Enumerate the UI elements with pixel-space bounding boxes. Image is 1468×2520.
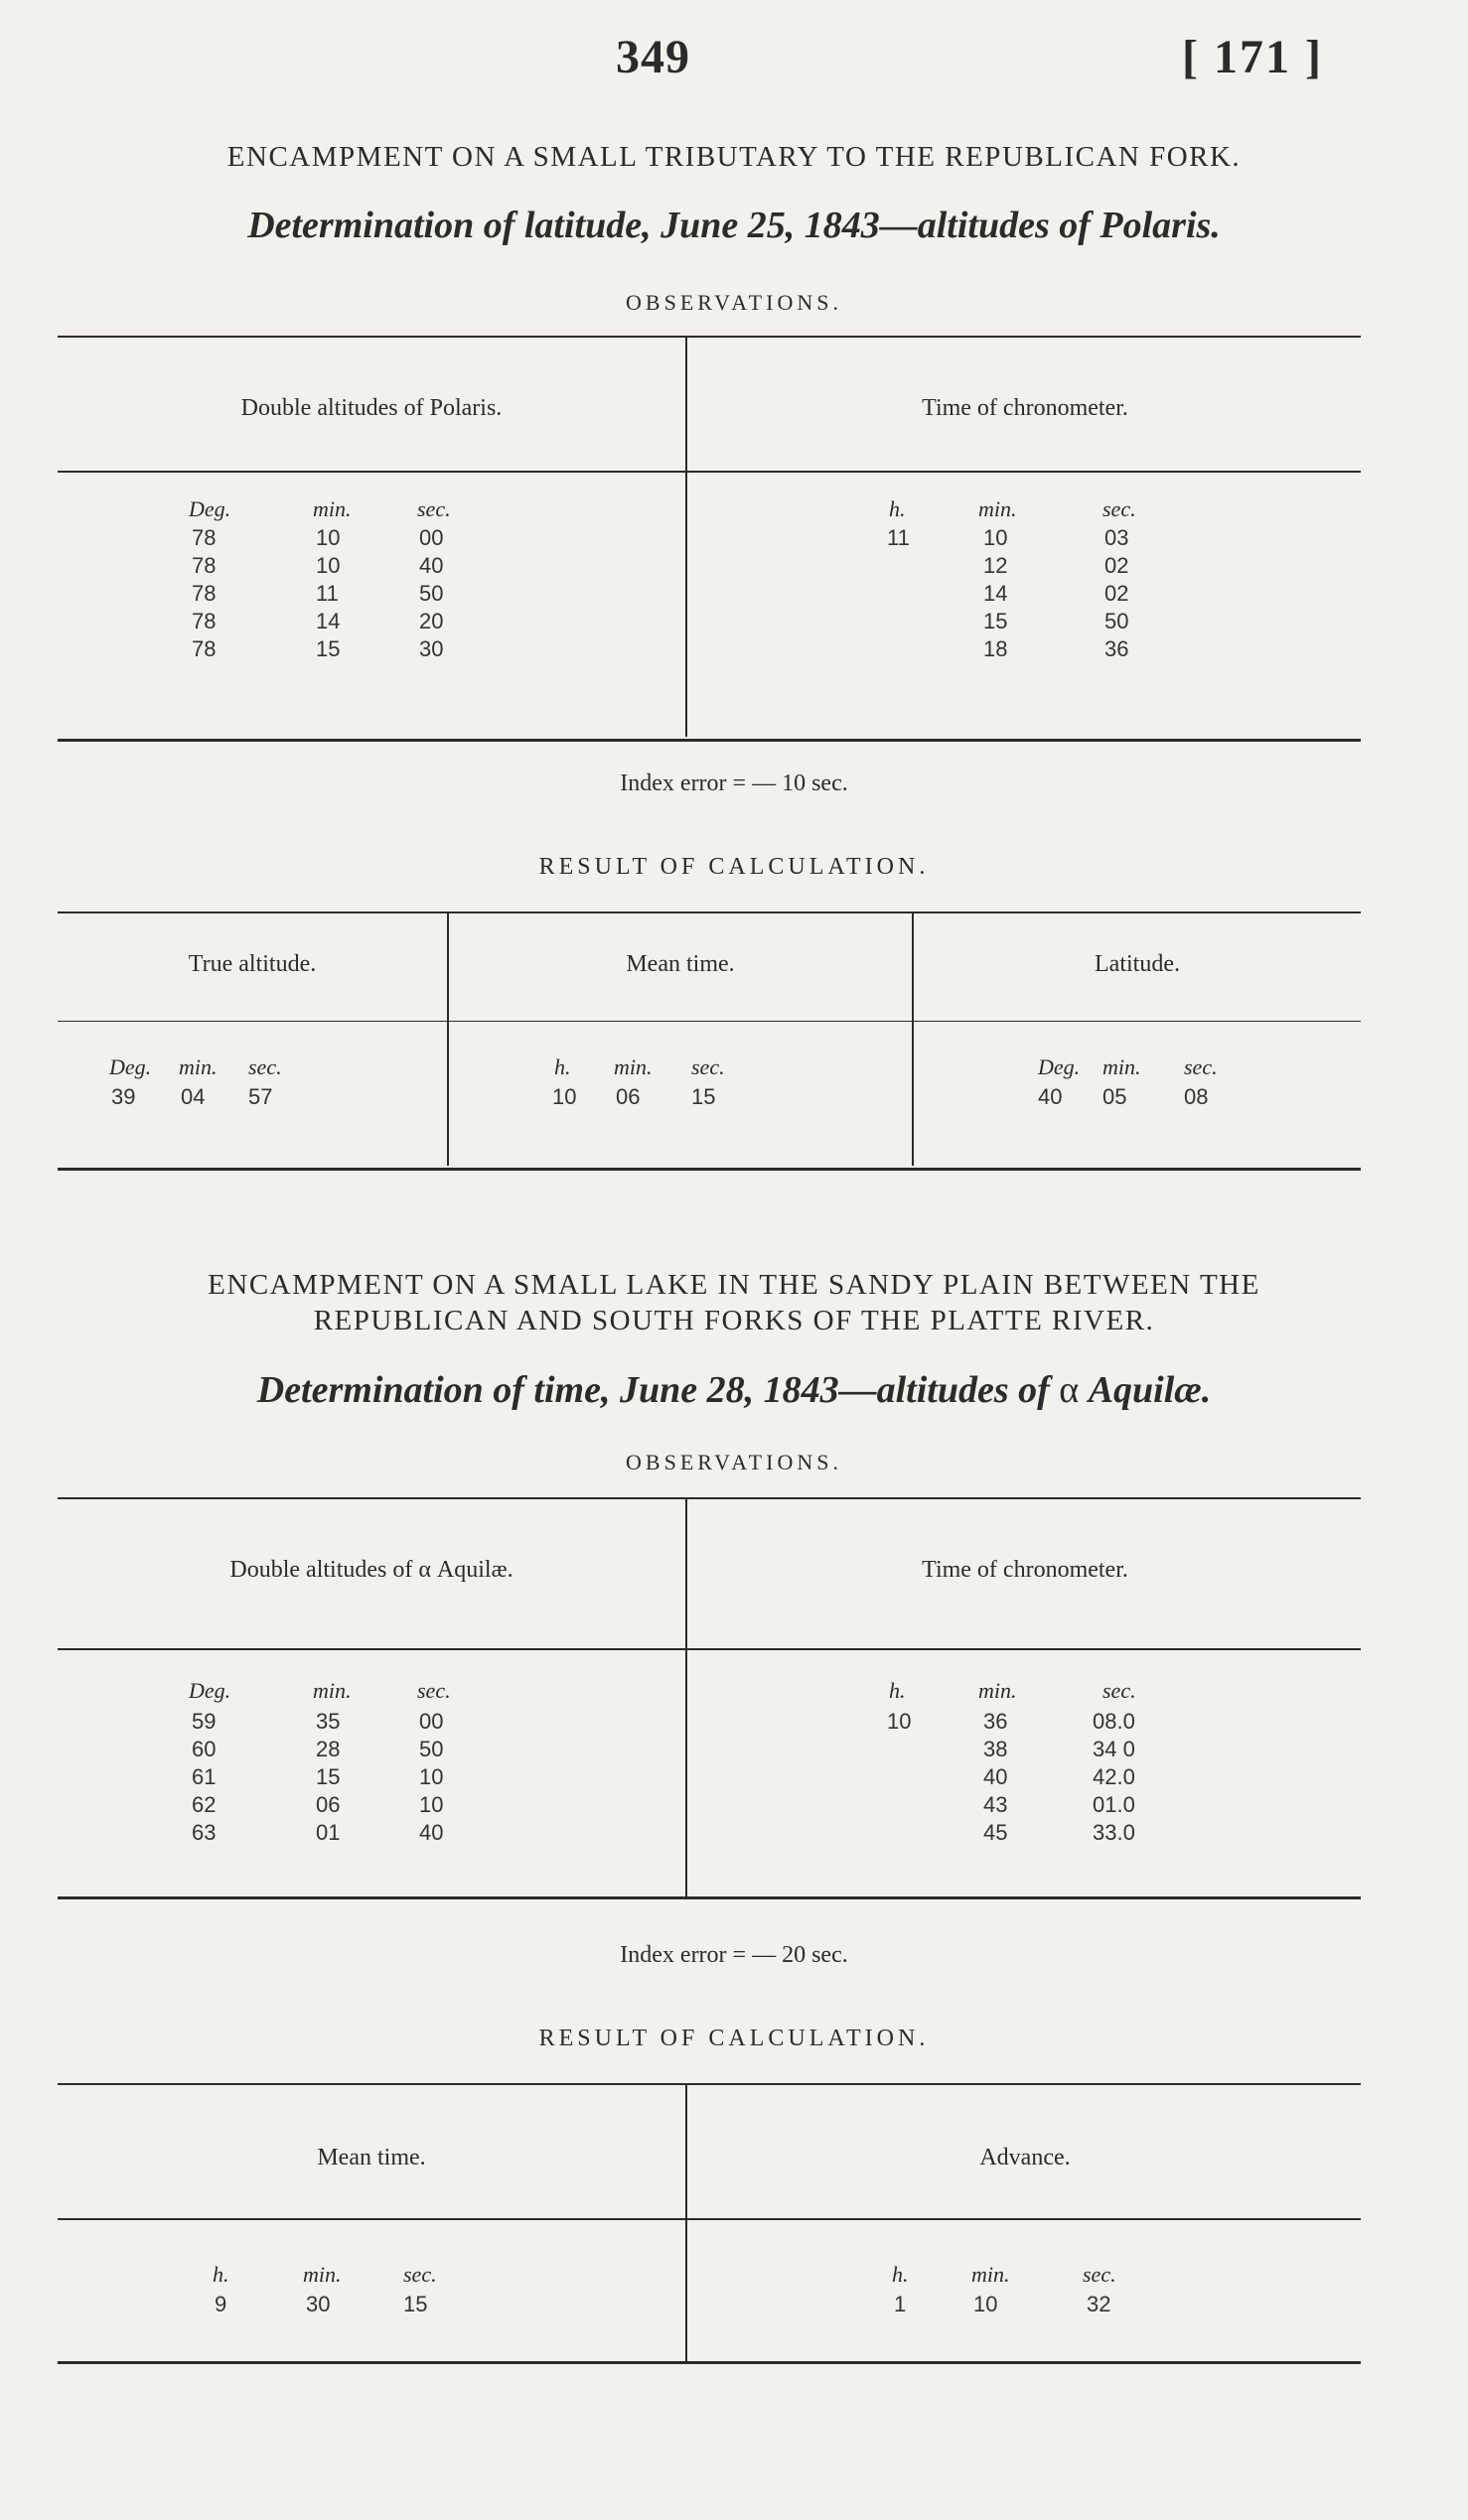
obs1-unit-min: min. [313,496,352,521]
obs1-unit-tmin: min. [978,496,1017,521]
cell [887,1736,911,1763]
cell: 78 [192,553,217,578]
cell: 36 [1104,636,1129,661]
cell: 40 [983,1764,1008,1789]
obs2-col-h [887,1708,911,1847]
cell: 50 [419,581,444,606]
cell: 63 [192,1820,217,1845]
res1-value: 08 [1184,1084,1209,1109]
obs2-left-header: Double altitudes of α Aquilæ. [229,1557,514,1583]
cell: 78 [192,636,217,661]
res1-header-mean-time: Mean time. [626,951,735,977]
cell: 01.0 [1093,1792,1135,1817]
cell: 10 [316,525,341,550]
page-number: 349 [616,31,690,83]
obs2-unit-h: h. [889,1678,906,1703]
obs1-unit-tsec: sec. [1102,496,1136,521]
cell: 42.0 [1093,1764,1135,1789]
cell: 36 [983,1709,1008,1734]
res1-value: 57 [248,1084,273,1109]
cell: 14 [316,609,341,633]
cell: 00 [419,1709,444,1734]
cell: 33.0 [1093,1820,1135,1845]
res1-unit: Deg. [109,1054,152,1079]
res2-unit: min. [303,2262,342,2287]
obs1-col-tsec [1104,524,1128,663]
cell: 40 [419,553,444,578]
obs1-col-min [316,524,340,663]
obs1-right-header: Time of chronometer. [922,395,1128,421]
res1-value: 15 [691,1084,716,1109]
cell: 43 [983,1792,1008,1817]
res1-value: 06 [616,1084,641,1109]
cell: 20 [419,609,444,633]
cell: 15 [316,636,341,661]
section2-subtitle-alpha: α [1059,1369,1080,1411]
cell: 45 [983,1820,1008,1845]
section2-subtitle [0,1368,1468,1412]
cell: 03 [1104,525,1129,550]
res2-header-mean-time: Mean time. [317,2145,426,2170]
cell [887,580,910,608]
obs1-left-header: Double altitudes of Polaris. [240,395,503,421]
cell: 15 [316,1764,341,1789]
section2-subtitle-prefix: Determination of time, June 28, 1843—altitudes of [256,1369,1050,1411]
obs2-right-header: Time of chronometer. [922,1557,1128,1583]
obs2-col-tmin [983,1708,1007,1847]
cell: 10 [419,1764,444,1789]
cell: 08.0 [1093,1709,1135,1734]
res2-value: 9 [215,2292,227,2316]
obs1-unit-sec: sec. [417,496,451,521]
cell: 12 [983,553,1008,578]
obs2-col-tsec [1093,1708,1135,1847]
cell: 78 [192,525,217,550]
cell: 06 [316,1792,341,1817]
res2-unit: h. [213,2262,229,2287]
cell: 10 [316,553,341,578]
res1-unit: min. [614,1054,653,1079]
cell [887,1791,911,1819]
cell: 38 [983,1737,1008,1761]
obs2-unit-tsec: sec. [1102,1678,1136,1703]
res2-unit: sec. [403,2262,437,2287]
bracket-page-number: [ 171 ] [1182,31,1323,83]
res1-value: 04 [181,1084,206,1109]
cell: 10 [419,1792,444,1817]
cell: 34 0 [1093,1737,1135,1761]
res1-unit: sec. [691,1054,725,1079]
res1-value: 05 [1102,1084,1127,1109]
obs2-col-deg [192,1708,216,1847]
obs1-unit-deg: Deg. [189,496,231,521]
cell [887,1819,911,1847]
res1-unit: sec. [248,1054,282,1079]
obs2-unit-min: min. [313,1678,352,1703]
cell: 14 [983,581,1008,606]
cell: 02 [1104,553,1129,578]
res1-unit: min. [179,1054,218,1079]
section2-index-error: Index error = — 20 sec. [620,1942,848,1968]
section1-title: ENCAMPMENT ON A SMALL TRIBUTARY TO THE REPUBLICAN FORK. [226,141,1242,173]
cell: 11 [316,581,339,606]
cell: 10 [887,1709,912,1734]
section2-title-line2: REPUBLICAN AND SOUTH FORKS OF THE PLATTE RIVER. [313,1305,1155,1336]
section2-observations-label: OBSERVATIONS. [626,1450,842,1474]
section2-result-label: RESULT OF CALCULATION. [538,2026,930,2051]
res1-value: 10 [552,1084,577,1109]
cell: 30 [419,636,444,661]
res2-unit: min. [971,2262,1010,2287]
obs1-unit-h: h. [889,496,906,521]
cell: 50 [419,1737,444,1761]
res2-unit: h. [892,2262,909,2287]
res2-unit: sec. [1083,2262,1116,2287]
obs1-col-deg [192,524,216,663]
section1-index-error: Index error = — 10 sec. [620,770,848,796]
res2-value: 1 [894,2292,907,2316]
cell: 78 [192,581,217,606]
section2-title-line1: ENCAMPMENT ON A SMALL LAKE IN THE SANDY PLAIN BETWEEN THE [208,1269,1260,1301]
res1-unit: min. [1102,1054,1141,1079]
obs2-unit-sec: sec. [417,1678,451,1703]
cell: 02 [1104,581,1129,606]
cell: 28 [316,1737,341,1761]
cell: 18 [983,636,1008,661]
cell: 62 [192,1792,217,1817]
res1-unit: Deg. [1038,1054,1081,1079]
cell: 59 [192,1709,217,1734]
section1-observations-label: OBSERVATIONS. [626,290,842,315]
cell: 50 [1104,609,1129,633]
obs2-col-sec [419,1708,443,1847]
cell [887,552,910,580]
cell: 60 [192,1737,217,1761]
cell: 35 [316,1709,341,1734]
res1-unit: h. [554,1054,571,1079]
cell [887,608,910,635]
cell: 61 [192,1764,217,1789]
res2-value: 10 [973,2292,998,2316]
cell: 00 [419,525,444,550]
obs2-unit-tmin: min. [978,1678,1017,1703]
obs2-col-min [316,1708,340,1847]
res2-value: 32 [1087,2292,1111,2316]
res2-value: 30 [306,2292,331,2316]
res1-unit: sec. [1184,1054,1218,1079]
section2-subtitle-star: Aquilæ. [1088,1369,1212,1411]
cell: 40 [419,1820,444,1845]
cell: 11 [887,525,910,550]
section1-result-label: RESULT OF CALCULATION. [538,854,930,880]
res1-header-true-altitude: True altitude. [188,951,317,977]
res2-value: 15 [403,2292,428,2316]
obs1-col-sec [419,524,443,663]
obs1-col-tmin [983,524,1007,663]
cell: 15 [983,609,1008,633]
cell: 01 [316,1820,341,1845]
obs1-col-h [887,524,910,663]
cell [887,635,910,663]
cell [887,1763,911,1791]
cell: 10 [983,525,1008,550]
section1-subtitle: Determination of latitude, June 25, 1843—altitudes of Polaris. [247,205,1221,246]
res1-value: 39 [111,1084,136,1109]
cell: 78 [192,609,217,633]
res1-value: 40 [1038,1084,1063,1109]
res1-header-latitude: Latitude. [1095,951,1180,977]
res2-header-advance: Advance. [979,2145,1071,2170]
obs2-unit-deg: Deg. [189,1678,231,1703]
